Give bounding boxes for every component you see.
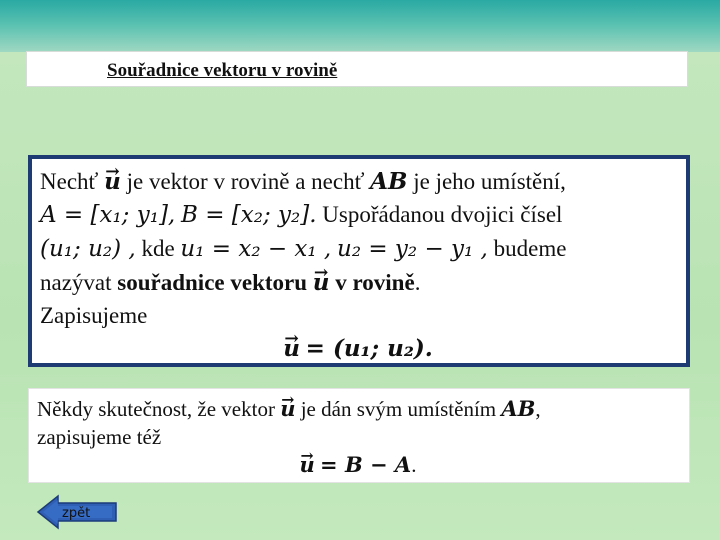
u1-formula: u₁ = x₂ − x₁ , xyxy=(180,236,332,262)
title-bar xyxy=(26,51,688,87)
back-button[interactable] xyxy=(36,494,118,530)
coordinate-notation: = (u₁; u₂). xyxy=(305,335,433,362)
vector-u: → u xyxy=(104,165,121,198)
vector-u: → u xyxy=(283,332,300,365)
point-a-coords: A = [x₁; y₁], xyxy=(40,202,176,228)
definition-line-1: Nechť → u je vektor v rovině a nechť AB je jeho umístění, xyxy=(40,165,676,198)
segment-ab: AB xyxy=(370,168,408,195)
definition-box xyxy=(28,155,690,367)
definition-line-3: (u₁; u₂) , kde u₁ = x₂ − x₁ , u₂ = y₂ − y₁ , budeme xyxy=(40,236,567,262)
segment-ab: AB xyxy=(501,396,536,421)
back-label: zpět xyxy=(62,506,91,521)
vector-u: → u xyxy=(280,395,295,423)
note-formula: → u = B − A. xyxy=(37,451,679,479)
note-line-2: zapisujeme též xyxy=(37,425,162,449)
term-coordinates: souřadnice vektoru xyxy=(117,270,308,295)
vector-u: → u xyxy=(313,266,330,299)
definition-line-4: nazývat souřadnice vektoru → u v rovině. xyxy=(40,266,676,299)
point-b-coords: B = [x₂; y₂]. xyxy=(180,202,317,228)
note-box xyxy=(28,388,690,483)
header-band xyxy=(0,0,720,52)
definition-line-5: Zapisujeme xyxy=(40,303,148,328)
definition-line-2: A = [x₁; y₁], B = [x₂; y₂]. Uspořádanou dvojici čísel xyxy=(40,202,563,228)
difference-notation: = B − A xyxy=(320,452,412,477)
coordinate-pair: (u₁; u₂) , xyxy=(40,236,136,262)
vector-u: → u xyxy=(300,451,315,479)
definition-formula xyxy=(40,332,676,365)
slide-title: Souřadnice vektoru v rovině xyxy=(107,60,338,81)
note-line-1: Někdy skutečnost, že vektor → u je dán svým umístěním AB, xyxy=(37,395,679,423)
u2-formula: u₂ = y₂ − y₁ , xyxy=(337,236,488,262)
term-in-plane: v rovině xyxy=(335,270,415,295)
